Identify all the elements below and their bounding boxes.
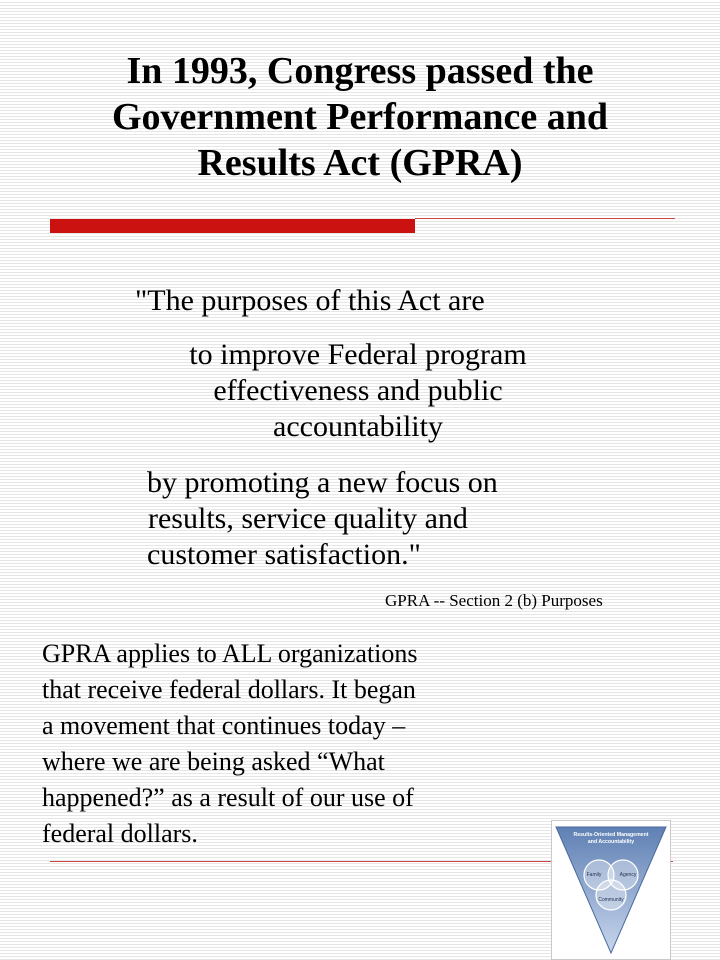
- quote-line-3: effectiveness and public: [213, 374, 503, 407]
- title-line-3: Results Act (GPRA): [197, 142, 523, 184]
- quote-line-7: customer satisfaction.": [147, 538, 421, 571]
- logo-family-label: Family: [586, 872, 602, 878]
- title-underline-bar: [50, 219, 415, 233]
- quote-citation: GPRA -- Section 2 (b) Purposes: [385, 591, 603, 610]
- title-line-2: Government Performance and: [112, 96, 608, 138]
- gpra-paragraph: [42, 636, 522, 852]
- quote-block-purpose: [137, 337, 579, 445]
- title-line-1: In 1993, Congress passed the: [126, 50, 594, 92]
- paragraph-line-4: where we are being asked “What: [42, 747, 385, 776]
- paragraph-line-2: that receive federal dollars. It began: [42, 675, 416, 704]
- paragraph-line-3: a movement that continues today –: [42, 711, 406, 740]
- roma-triangle-icon: [552, 821, 670, 959]
- quote-line-4: accountability: [273, 410, 443, 443]
- quote-line-2: to improve Federal program: [189, 338, 527, 371]
- logo-heading-line-1: Results-Oriented Management: [573, 832, 649, 838]
- roma-logo: [551, 820, 671, 960]
- paragraph-line-1: GPRA applies to ALL organizations: [42, 639, 418, 668]
- paragraph-line-5: happened?” as a result of our use of: [42, 783, 414, 812]
- title-underline-rule: [415, 218, 675, 219]
- logo-heading-line-2: and Accountability: [587, 839, 635, 845]
- quote-line-6: results, service quality and: [148, 502, 468, 535]
- logo-community-label: Community: [598, 897, 624, 903]
- quote-line-1: "The purposes of this Act are: [135, 284, 485, 317]
- quote-block-focus: [147, 465, 587, 573]
- logo-agency-label: Agency: [619, 872, 637, 878]
- paragraph-line-6: federal dollars.: [42, 819, 198, 848]
- quote-line-5: by promoting a new focus on: [147, 466, 498, 499]
- slide-title: [40, 48, 680, 186]
